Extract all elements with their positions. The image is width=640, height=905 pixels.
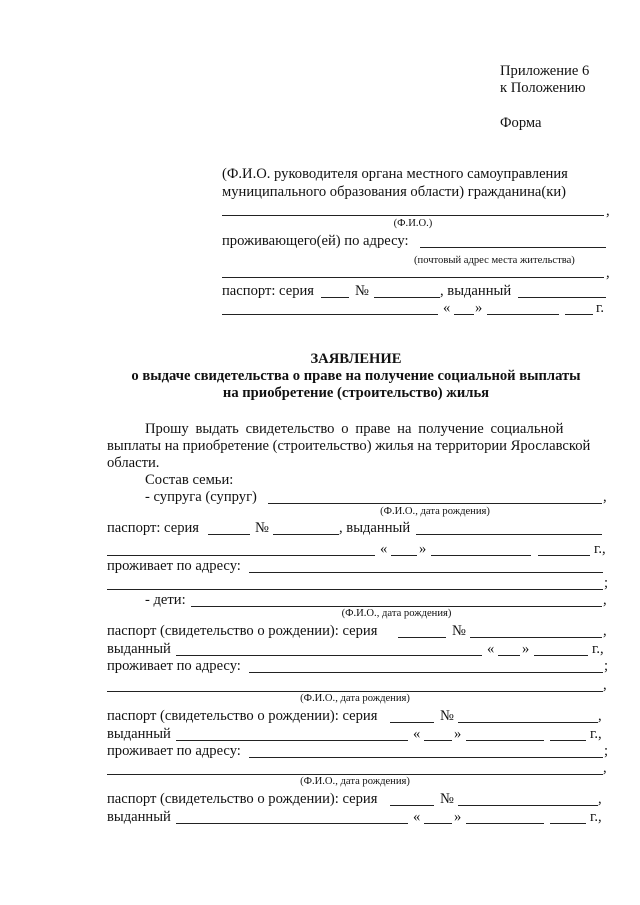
passport-number-field[interactable] — [374, 297, 440, 298]
number-sign: № — [355, 283, 369, 299]
child-1-number-field[interactable] — [470, 637, 602, 638]
issue-day-field[interactable] — [454, 314, 474, 315]
child-2-issue-day-field[interactable] — [424, 740, 452, 741]
applicant-name-field[interactable] — [222, 215, 604, 216]
issued-by-field-line-2[interactable] — [222, 314, 438, 315]
spouse-issued-by-field[interactable] — [416, 534, 602, 535]
spouse-issued-by-field-line-2[interactable] — [107, 555, 375, 556]
quote-open: « — [413, 809, 421, 825]
regulation-label: к Положению — [500, 80, 586, 96]
document-subtitle-line-1: о выдаче свидетельства о праве на получение социальной выплаты — [131, 368, 581, 384]
comma: , — [598, 791, 602, 807]
spouse-issue-month-field[interactable] — [431, 555, 531, 556]
child-3-issue-month-field[interactable] — [466, 823, 544, 824]
child-1-issued-by-field[interactable] — [176, 655, 482, 656]
child-3-name-field[interactable] — [107, 774, 603, 775]
request-text-line-1: Прошу выдать свидетельство о праве на получение социальной — [145, 421, 564, 437]
address-field-line-2[interactable] — [222, 277, 604, 278]
form-label: Форма — [500, 115, 542, 131]
child-1-issued-label: выданный — [107, 641, 171, 657]
child-1-issue-month-field[interactable] — [534, 655, 588, 656]
address-field[interactable] — [420, 247, 606, 248]
spouse-fio-caption: (Ф.И.О., дата рождения) — [380, 506, 490, 517]
child-2-issued-by-field[interactable] — [176, 740, 408, 741]
child-1-passport-label: паспорт (свидетельство о рождении): серия — [107, 623, 378, 639]
child-3-fio-caption: (Ф.И.О., дата рождения) — [300, 776, 410, 787]
year-suffix: г., — [594, 541, 606, 557]
year-suffix: г., — [592, 641, 604, 657]
child-1-series-field[interactable] — [398, 637, 446, 638]
address-caption: (почтовый адрес места жительства) — [414, 255, 575, 266]
quote-close: » — [419, 541, 427, 557]
child-2-fio-caption: (Ф.И.О., дата рождения) — [300, 693, 410, 704]
spouse-name-field[interactable] — [268, 503, 602, 504]
spouse-address-field[interactable] — [249, 572, 603, 573]
child-1-name-field[interactable] — [191, 606, 602, 607]
request-text-line-3: области. — [107, 455, 160, 471]
number-sign: № — [440, 708, 454, 724]
spouse-issue-year-field[interactable] — [538, 555, 590, 556]
number-sign: № — [452, 623, 466, 639]
number-sign: № — [440, 791, 454, 807]
semicolon: ; — [604, 658, 609, 674]
child-1-address-field[interactable] — [249, 672, 603, 673]
spouse-label: - супруга (супруг) — [145, 489, 257, 505]
appendix-label: Приложение 6 — [500, 63, 590, 79]
addressee-line-1: (Ф.И.О. руководителя органа местного самоуправления — [222, 166, 568, 182]
child-3-issue-day-field[interactable] — [424, 823, 452, 824]
number-sign: № — [255, 520, 269, 536]
quote-close: » — [454, 726, 462, 742]
child-2-issued-label: выданный — [107, 726, 171, 742]
spouse-passport-number-field[interactable] — [273, 534, 339, 535]
quote-close: » — [454, 809, 462, 825]
quote-close: » — [475, 300, 483, 316]
quote-open: « — [443, 300, 451, 316]
issued-label: , выданный — [339, 520, 411, 536]
comma: , — [606, 203, 610, 219]
child-2-residing-label: проживает по адресу: — [107, 743, 241, 759]
issue-month-field[interactable] — [487, 314, 559, 315]
spouse-residing-label: проживает по адресу: — [107, 558, 241, 574]
child-1-issue-day-field[interactable] — [498, 655, 520, 656]
child-2-number-field[interactable] — [458, 722, 598, 723]
quote-open: « — [380, 541, 388, 557]
comma: , — [606, 265, 610, 281]
child-1-residing-label: проживает по адресу: — [107, 658, 241, 674]
spouse-passport-label: паспорт: серия — [107, 520, 200, 536]
comma: , — [603, 623, 607, 639]
comma: , — [598, 708, 602, 724]
family-composition-label: Состав семьи: — [145, 472, 234, 488]
child-2-name-field[interactable] — [107, 691, 603, 692]
child-3-issue-year-field[interactable] — [550, 823, 586, 824]
year-suffix: г., — [590, 726, 602, 742]
child-3-number-field[interactable] — [458, 805, 598, 806]
year-suffix: г. — [596, 300, 604, 316]
document-title: ЗАЯВЛЕНИЕ — [310, 351, 402, 367]
addressee-line-2: муниципального образования области) гражданина(ки) — [222, 184, 566, 200]
child-2-address-field[interactable] — [249, 757, 603, 758]
children-label: - дети: — [145, 592, 186, 608]
comma: , — [603, 677, 607, 693]
year-suffix: г., — [590, 809, 602, 825]
issue-year-field[interactable] — [565, 314, 593, 315]
quote-open: « — [413, 726, 421, 742]
spouse-passport-series-field[interactable] — [208, 534, 250, 535]
child-2-issue-month-field[interactable] — [466, 740, 544, 741]
child-3-passport-label: паспорт (свидетельство о рождении): серия — [107, 791, 378, 807]
passport-series-field[interactable] — [321, 297, 349, 298]
child-3-series-field[interactable] — [390, 805, 434, 806]
spouse-address-field-line-2[interactable] — [107, 589, 603, 590]
child-2-passport-label: паспорт (свидетельство о рождении): серия — [107, 708, 378, 724]
child-2-issue-year-field[interactable] — [550, 740, 586, 741]
comma: , — [603, 760, 607, 776]
request-text-line-2: выплаты на приобретение (строительство) жилья на территории Ярославской — [107, 438, 591, 454]
semicolon: ; — [604, 575, 609, 591]
residing-label: проживающего(ей) по адресу: — [222, 233, 409, 249]
child-1-fio-caption: (Ф.И.О., дата рождения) — [341, 608, 452, 619]
spouse-issue-day-field[interactable] — [391, 555, 417, 556]
fio-caption: (Ф.И.О.) — [393, 218, 433, 229]
document-subtitle-line-2: на приобретение (строительство) жилья — [222, 385, 490, 401]
child-3-issued-label: выданный — [107, 809, 171, 825]
quote-close: » — [522, 641, 530, 657]
child-3-issued-by-field[interactable] — [176, 823, 408, 824]
comma: , — [603, 489, 607, 505]
issued-by-field[interactable] — [518, 297, 606, 298]
semicolon: ; — [604, 743, 609, 759]
passport-series-label: паспорт: серия — [222, 283, 315, 299]
issued-label: , выданный — [440, 283, 512, 299]
quote-open: « — [487, 641, 495, 657]
child-2-series-field[interactable] — [390, 722, 434, 723]
comma: , — [603, 592, 607, 608]
